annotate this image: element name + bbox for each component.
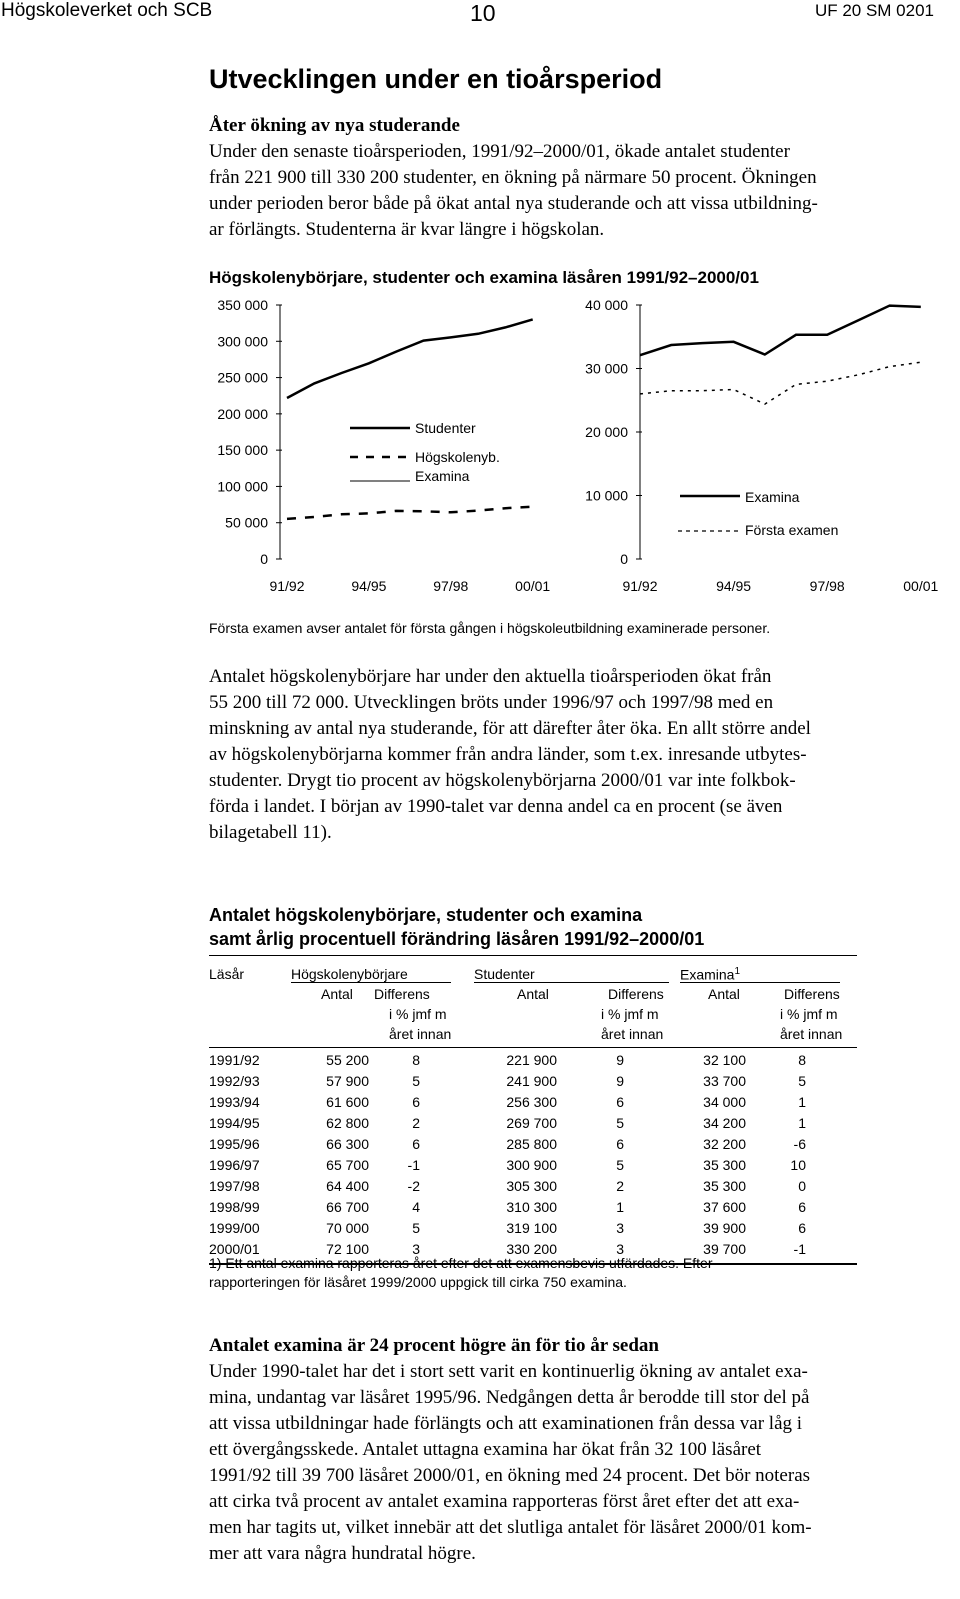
table-title	[209, 903, 704, 951]
table-top-rule	[209, 955, 857, 956]
cell-differens: 1	[798, 1094, 806, 1110]
cell-antal: 35 300	[703, 1157, 746, 1173]
cell-antal: 64 400	[326, 1178, 369, 1194]
cell-antal: 241 900	[506, 1073, 557, 1089]
text-line: 1991/92 till 39 700 läsåret 2000/01, en ökning med 24 procent. Det bör noteras	[209, 1465, 811, 1486]
cell-antal: 310 300	[506, 1199, 557, 1215]
col-antal: Antal	[321, 986, 353, 1002]
cell-antal: 61 600	[326, 1094, 369, 1110]
y-tick-label: 150 000	[217, 442, 268, 459]
x-tick-label: 94/95	[351, 578, 387, 594]
cell-antal: 269 700	[506, 1115, 557, 1131]
cell-lasar: 1996/97	[209, 1157, 260, 1173]
cell-differens: 6	[798, 1199, 806, 1215]
text-line: att vissa utbildningar hade förlängts och att examinationen från dessa var låg i	[209, 1413, 803, 1434]
col-differens-line3: året innan	[780, 1026, 843, 1042]
cell-differens: 5	[412, 1073, 420, 1089]
table-row	[209, 1134, 857, 1155]
cell-lasar: 1998/99	[209, 1199, 260, 1215]
page-title: Utvecklingen under en tioårsperiod	[209, 64, 663, 94]
text-line: men har tagits ut, vilket innebär att det slutliga antalet för läsåret 2000/01 kom-	[209, 1517, 812, 1538]
y-tick-label: 50 000	[225, 514, 268, 531]
y-tick-label: 20 000	[585, 424, 628, 440]
cell-differens: 4	[412, 1199, 420, 1215]
text-line: Under den senaste tioårsperioden, 1991/92–2000/01, ökade antalet studenter	[209, 141, 790, 162]
cell-antal: 33 700	[703, 1073, 746, 1089]
section-new-students	[209, 113, 947, 243]
x-tick-label: 97/98	[433, 578, 469, 594]
x-tick-labels	[269, 578, 550, 594]
text-line: mina, undantag var läsåret 1995/96. Nedgången detta år berodde till stor del på	[209, 1387, 810, 1408]
footnote-line: 1) Ett antal examina rapporteras året efter det att examensbevis utfärdades. Efter-	[209, 1255, 718, 1271]
text-line: Under 1990-talet har det i stort sett varit en kontinuerlig ökning av antalet exa-	[209, 1361, 808, 1382]
col-differens-line3: året innan	[601, 1026, 664, 1042]
section-new-entrants	[209, 664, 947, 846]
col-antal: Antal	[708, 986, 740, 1002]
cell-differens: -1	[793, 1241, 806, 1257]
header-rule	[209, 1047, 857, 1048]
table-row	[209, 1113, 857, 1134]
col-differens: Differens	[608, 986, 664, 1002]
text-line: av högskolenybörjarna kommer från andra länder, som t.ex. inresande utbytes-	[209, 744, 807, 765]
cell-antal: 319 100	[506, 1220, 557, 1236]
cell-differens: 9	[616, 1052, 624, 1068]
cell-antal: 55 200	[326, 1052, 369, 1068]
cell-differens: 5	[798, 1073, 806, 1089]
cell-differens: 10	[790, 1157, 806, 1173]
group-rule	[474, 982, 669, 983]
col-differens-line2: i % jmf m	[601, 1006, 659, 1022]
group-examina-label: Examina	[680, 966, 735, 983]
text-line: studenter. Drygt tio procent av högskolenybörjarna 2000/01 var inte folkbok-	[209, 770, 796, 791]
cell-antal: 221 900	[506, 1052, 557, 1068]
group-rule	[680, 982, 840, 983]
y-tick-label: 40 000	[585, 297, 628, 313]
cell-differens: 8	[798, 1052, 806, 1068]
col-differens: Differens	[784, 986, 840, 1002]
cell-antal: 256 300	[506, 1094, 557, 1110]
cell-differens: 3	[412, 1241, 420, 1257]
report-code: UF 20 SM 0201	[814, 1, 934, 20]
header-publisher: Högskoleverket och SCB	[1, 0, 213, 21]
table-footnote	[209, 1254, 829, 1292]
table-body	[209, 1050, 857, 1260]
table-row	[209, 1050, 857, 1071]
cell-differens: 5	[616, 1115, 624, 1131]
text-line: bilagetabell 11).	[209, 822, 332, 843]
legend-forsta-examen-label: Första examen	[745, 522, 839, 538]
cell-lasar: 1997/98	[209, 1178, 260, 1194]
cell-antal: 39 700	[703, 1241, 746, 1257]
legend	[350, 420, 500, 484]
y-tick-label: 0	[620, 551, 628, 567]
cell-differens: 0	[798, 1178, 806, 1194]
cell-antal: 37 600	[703, 1199, 746, 1215]
statistics-table	[209, 965, 857, 1265]
y-tick-label: 100 000	[217, 478, 268, 495]
legend-studenter-label: Studenter	[415, 420, 476, 436]
table-row	[209, 1176, 857, 1197]
cell-antal: 39 900	[703, 1220, 746, 1236]
cell-antal: 305 300	[506, 1178, 557, 1194]
cell-lasar: 2000/01	[209, 1241, 260, 1257]
x-tick-label: 00/01	[515, 578, 551, 594]
table-row	[209, 1071, 857, 1092]
y-ticks	[585, 297, 642, 567]
x-tick-label: 91/92	[622, 578, 658, 594]
y-tick-label: 10 000	[585, 487, 628, 504]
text-line: ett övergångsskede. Antalet uttagna examina har ökat från 32 100 läsåret	[209, 1439, 762, 1460]
cell-differens: 6	[616, 1094, 624, 1110]
cell-lasar: 1992/93	[209, 1073, 260, 1089]
y-tick-label: 200 000	[217, 405, 268, 422]
col-differens-line2: i % jmf m	[780, 1006, 838, 1022]
cell-antal: 72 100	[326, 1241, 369, 1257]
legend-hogskolenyb-label: Högskolenyb.	[415, 449, 500, 465]
section-degrees	[209, 1333, 947, 1567]
table-row	[209, 1218, 857, 1239]
cell-differens: 1	[798, 1115, 806, 1131]
cell-differens: 6	[412, 1136, 420, 1152]
x-tick-label: 94/95	[716, 578, 752, 594]
cell-lasar: 1995/96	[209, 1136, 260, 1152]
cell-antal: 285 800	[506, 1136, 557, 1152]
y-tick-label: 0	[260, 551, 268, 567]
group-examina	[680, 966, 740, 983]
group-hogskolenyborjare: Högskolenybörjare	[291, 966, 408, 982]
table-group-header	[209, 965, 857, 985]
x-tick-label: 00/01	[903, 578, 939, 594]
table-row	[209, 1155, 857, 1176]
footnote-ref: 1	[734, 966, 741, 977]
table-row	[209, 1197, 857, 1218]
cell-lasar: 1991/92	[209, 1052, 260, 1068]
text-line: att cirka två procent av antalet examina rapporteras först året efter det att exa-	[209, 1491, 800, 1512]
cell-differens: 2	[616, 1178, 624, 1194]
cell-antal: 70 000	[326, 1220, 369, 1236]
figure-note: Första examen avser antalet för första gången i högskoleutbildning examinerade personer.	[209, 620, 771, 636]
charts-figure	[200, 295, 939, 607]
table-row	[209, 1092, 857, 1113]
figure-title: Högskolenybörjare, studenter och examina läsåren 1991/92–2000/01	[209, 268, 759, 287]
cell-antal: 35 300	[703, 1178, 746, 1194]
text-line: mer att vara några hundratal högre.	[209, 1543, 476, 1564]
legend-examina-label: Examina	[415, 468, 470, 484]
section-heading: Åter ökning av nya studerande	[209, 115, 460, 136]
y-tick-label: 350 000	[217, 297, 268, 313]
table-sub-header	[209, 985, 857, 1005]
cell-antal: 57 900	[326, 1073, 369, 1089]
cell-differens: 6	[412, 1094, 420, 1110]
cell-differens: 3	[616, 1220, 624, 1236]
cell-antal: 66 300	[326, 1136, 369, 1152]
series-examina-line	[640, 306, 921, 356]
x-tick-labels	[622, 578, 938, 594]
cell-differens: 3	[616, 1241, 624, 1257]
text-line: minskning av antal nya studerande, för att därefter åter öka. En allt större andel	[209, 718, 811, 739]
text-line: förda i landet. I början av 1990-talet var denna andel ca en procent (se även	[209, 796, 783, 817]
text-line: under perioden beror både på ökat antal nya studerande och att vissa utbildning-	[209, 193, 818, 214]
cell-differens: 5	[616, 1157, 624, 1173]
cell-differens: 1	[616, 1199, 624, 1215]
chart-students	[217, 297, 550, 594]
cell-antal: 330 200	[506, 1241, 557, 1257]
series-forsta-examen-line	[640, 362, 921, 404]
chart-degrees	[585, 297, 938, 594]
cell-antal: 65 700	[326, 1157, 369, 1173]
col-differens: Differens	[374, 986, 430, 1002]
x-tick-label: 97/98	[809, 578, 845, 594]
cell-lasar: 1999/00	[209, 1220, 260, 1236]
cell-antal: 32 200	[703, 1136, 746, 1152]
cell-lasar: 1994/95	[209, 1115, 260, 1131]
group-rule	[291, 982, 451, 983]
text-line: Antalet högskolenybörjare har under den aktuella tioårsperioden ökat från	[209, 666, 772, 687]
cell-antal: 34 000	[703, 1094, 746, 1110]
col-differens-line3: året innan	[389, 1026, 452, 1042]
table-title-line: samt årlig procentuell förändring läsåren 1991/92–2000/01	[209, 929, 705, 949]
cell-antal: 34 200	[703, 1115, 746, 1131]
legend	[678, 489, 838, 538]
x-tick-label: 91/92	[269, 578, 305, 594]
cell-lasar: 1993/94	[209, 1094, 260, 1110]
cell-antal: 62 800	[326, 1115, 369, 1131]
footnote-line: rapporteringen för läsåret 1999/2000 uppgick till cirka 750 examina.	[209, 1274, 627, 1290]
cell-differens: -6	[793, 1136, 806, 1152]
text-line: ar förlängts. Studenterna är kvar längre i högskolan.	[209, 219, 605, 240]
y-tick-label: 250 000	[217, 369, 268, 386]
series-hogskolenyb-line	[287, 507, 533, 519]
section-heading: Antalet examina är 24 procent högre än för tio år sedan	[209, 1335, 659, 1356]
cell-differens: 8	[412, 1052, 420, 1068]
cell-antal: 66 700	[326, 1199, 369, 1215]
cell-differens: -2	[407, 1178, 420, 1194]
cell-differens: -1	[407, 1157, 420, 1173]
cell-differens: 2	[412, 1115, 420, 1131]
cell-differens: 9	[616, 1073, 624, 1089]
text-line: från 221 900 till 330 200 studenter, en ökning på närmare 50 procent. Ökningen	[209, 167, 817, 188]
col-lasar: Läsår	[209, 966, 245, 982]
cell-antal: 32 100	[703, 1052, 746, 1068]
table-title-line: Antalet högskolenybörjare, studenter och examina	[209, 905, 643, 925]
page-header	[0, 0, 960, 25]
text-line: 55 200 till 72 000. Utvecklingen bröts under 1996/97 och 1997/98 med en	[209, 692, 774, 713]
cell-differens: 5	[412, 1220, 420, 1236]
group-studenter: Studenter	[474, 966, 535, 982]
table-sub-header	[209, 1025, 857, 1045]
y-tick-label: 30 000	[585, 360, 628, 377]
y-ticks	[217, 297, 282, 567]
cell-differens: 6	[616, 1136, 624, 1152]
y-tick-label: 300 000	[217, 333, 268, 350]
series-studenter-line	[287, 319, 533, 398]
legend-examina-label: Examina	[745, 489, 800, 505]
col-differens-line2: i % jmf m	[389, 1006, 447, 1022]
table-sub-header	[209, 1005, 857, 1025]
cell-antal: 300 900	[506, 1157, 557, 1173]
page-number: 10	[470, 0, 496, 26]
col-antal: Antal	[517, 986, 549, 1002]
cell-differens: 6	[798, 1220, 806, 1236]
